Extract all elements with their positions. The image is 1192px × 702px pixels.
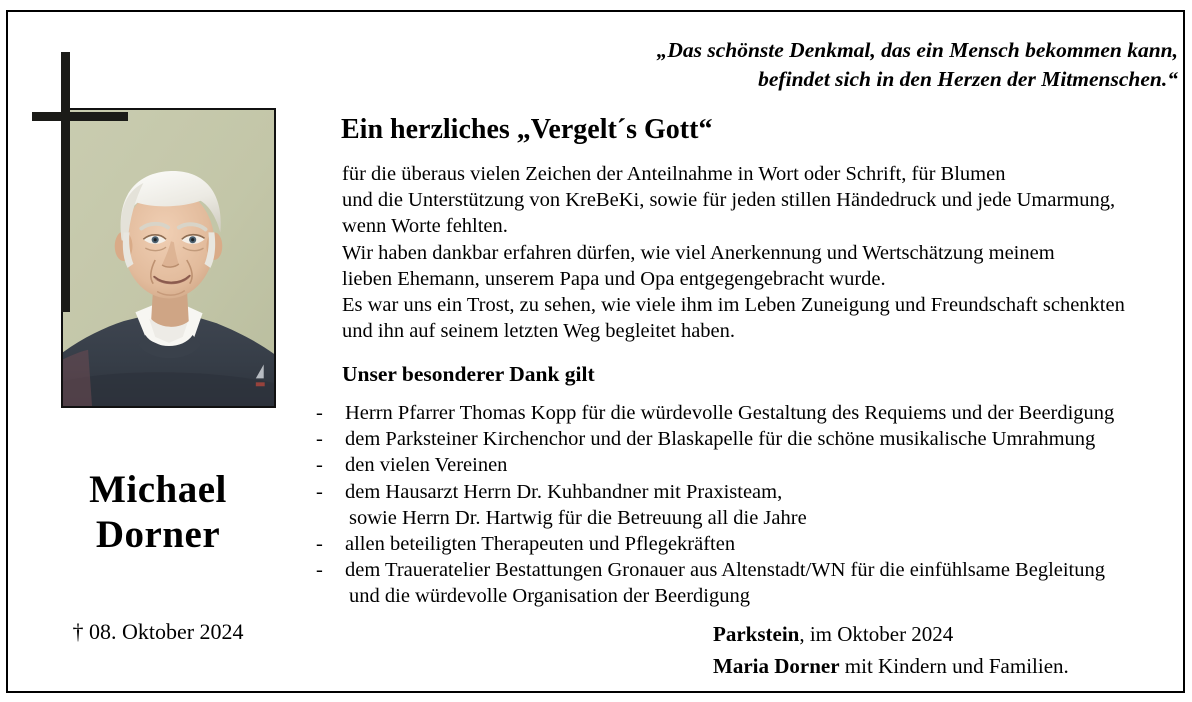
list-item-label: allen beteiligten Therapeuten und Pflegekräften [345,533,736,556]
memorial-quote [568,36,1178,94]
cross-vertical-bar [61,52,70,312]
quote-line-2: befindet sich in den Herzen der Mitmenschen.“ [758,67,1178,91]
dash-bullet-icon: - [316,480,323,503]
dash-bullet-icon: - [316,559,323,582]
body-line: für die überaus vielen Zeichen der Anteilnahme in Wort oder Schrift, für Blumen [342,163,1006,185]
signature-place-line [713,618,1069,650]
thanks-heading: Ein herzliches „Vergelt´s Gott“ [341,114,713,145]
body-line: Es war uns ein Trost, zu sehen, wie viele ihm im Leben Zuneigung und Freundschaft schenkten [342,294,1125,317]
signature-family-line [713,650,1069,682]
list-item [316,531,1176,557]
special-thanks-heading: Unser besonderer Dank gilt [342,362,595,386]
list-item-label: dem Traueratelier Bestattungen Gronauer aus Altenstadt/WN für die einfühlsame Begleitung [345,559,1106,582]
list-item-label: Herrn Pfarrer Thomas Kopp für die würdevolle Gestaltung des Requiems und der Beerdigung [345,402,1115,424]
dash-bullet-icon: - [316,428,323,451]
memorial-card [6,10,1185,693]
list-item [316,479,1176,505]
list-item-label: sowie Herrn Dr. Hartwig für die Betreuung all die Jahre [349,506,807,529]
signature-family-name: Maria Dorner [713,654,840,678]
deceased-name [8,467,308,557]
deceased-first-name: Michael [89,468,227,511]
dash-bullet-icon: - [316,454,323,477]
signature-place-suffix: , im Oktober 2024 [799,622,954,646]
latin-cross-icon [32,52,128,312]
list-item-label: und die würdevolle Organisation der Beerdigung [349,585,750,608]
death-date: † 08. Oktober 2024 [72,619,244,644]
list-item [316,557,1176,583]
list-item [316,400,1176,426]
list-item [316,426,1176,452]
left-column [8,12,326,691]
dash-bullet-icon: - [316,533,323,556]
quote-line-1: „Das schönste Denkmal, das ein Mensch bekommen kann, [656,38,1178,62]
list-item-label: dem Parksteiner Kirchenchor und der Blaskapelle für die schöne musikalische Umrahmung [345,428,1096,451]
list-item-continuation [316,505,1176,531]
signature-block [713,618,1069,682]
body-line: und die Unterstützung von KreBeKi, sowie für jeden stillen Händedruck und jede Umarmung, [342,189,1116,212]
dash-bullet-icon: - [316,402,323,424]
body-text [342,161,1172,344]
body-line: lieben Ehemann, unserem Papa und Opa entgegengebracht wurde. [342,267,886,290]
body-line: Wir haben dankbar erfahren dürfen, wie viel Anerkennung und Wertschätzung meinem [342,241,1055,264]
signature-place: Parkstein [713,622,800,646]
list-item-label: den vielen Vereinen [345,454,508,477]
list-item-label: dem Hausarzt Herrn Dr. Kuhbandner mit Praxisteam, [345,480,783,503]
cross-horizontal-bar [32,112,128,121]
deceased-last-name: Dorner [95,513,221,556]
signature-family-suffix: mit Kindern und Familien. [839,654,1069,678]
body-line: und ihn auf seinem letzten Weg begleitet haben. [342,320,736,343]
body-line: wenn Worte fehlten. [342,215,508,238]
special-thanks-list [316,400,1176,610]
list-item [316,452,1176,478]
list-item-continuation [316,583,1176,609]
